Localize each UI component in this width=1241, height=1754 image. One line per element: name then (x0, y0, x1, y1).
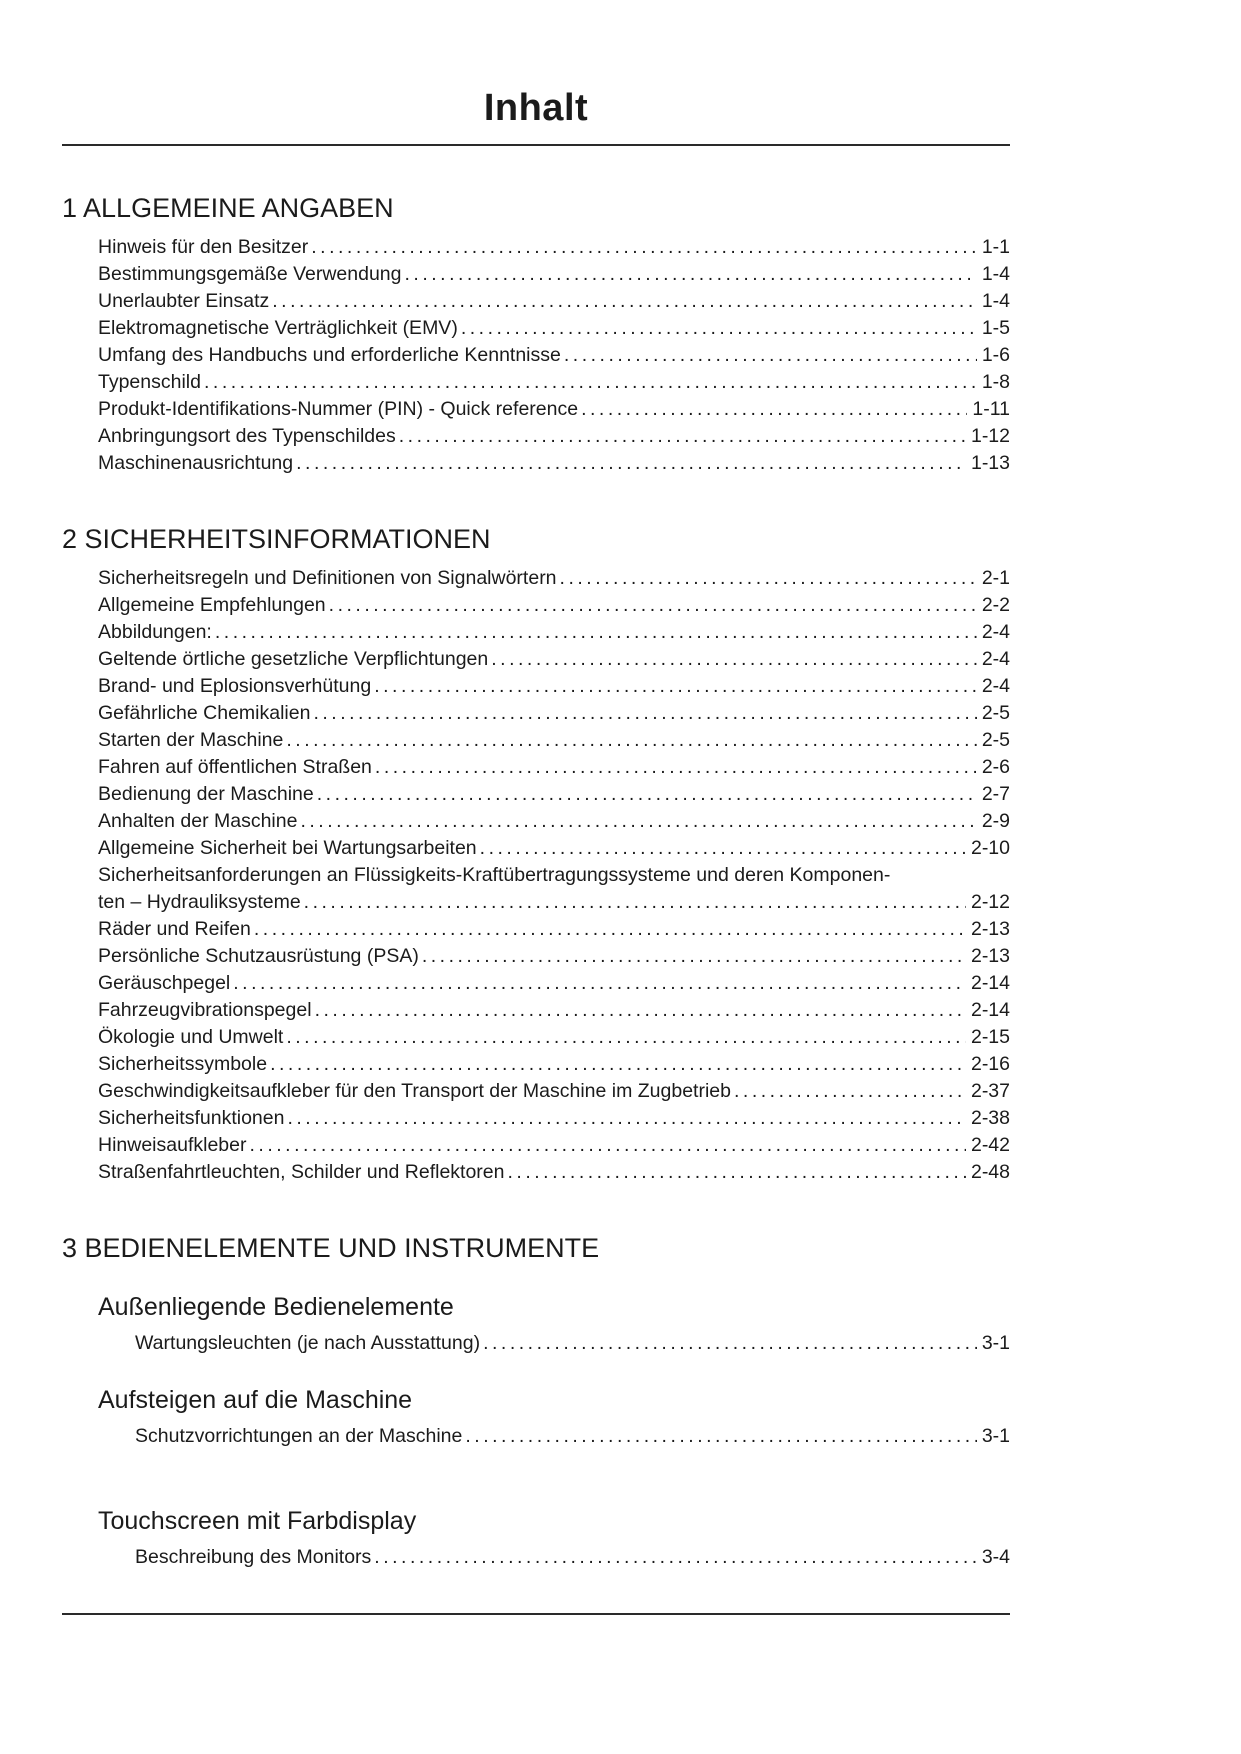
toc-section-2 (62, 523, 1010, 1186)
dot-leader (734, 1078, 966, 1105)
toc-entry-label: Allgemeine Sicherheit bei Wartungsarbeiten (98, 837, 477, 859)
page-number: 3-4 (981, 1546, 1010, 1568)
toc-entry (62, 1330, 1010, 1357)
document-page (62, 0, 1010, 1615)
toc-entry-label: Ökologie und Umwelt (98, 1026, 284, 1048)
toc-entry (62, 997, 1010, 1024)
toc-entry (62, 1051, 1010, 1078)
dot-leader (507, 1159, 965, 1186)
page-number: 2-9 (981, 810, 1010, 832)
toc-entry (62, 862, 1010, 889)
page-number: 2-15 (970, 1026, 1010, 1048)
toc-entry (62, 916, 1010, 943)
dot-leader (329, 592, 977, 619)
toc-entry (62, 943, 1010, 970)
toc-entry-label: Persönliche Schutzausrüstung (PSA) (98, 945, 419, 967)
dot-leader (204, 369, 977, 396)
toc-entry (62, 646, 1010, 673)
page-number: 2-10 (970, 837, 1010, 859)
toc-entry (62, 315, 1010, 342)
page-number: 1-12 (970, 425, 1010, 447)
dot-leader (286, 727, 976, 754)
toc-entry (62, 1159, 1010, 1186)
toc-entry-label: Straßenfahrtleuchten, Schilder und Reflektoren (98, 1161, 505, 1183)
toc-entry (62, 234, 1010, 261)
page-number: 2-1 (981, 567, 1010, 589)
toc-entry (62, 1105, 1010, 1132)
toc-subsection-2 (62, 1385, 1010, 1450)
page-number: 2-2 (981, 594, 1010, 616)
toc-section-3 (62, 1232, 1010, 1571)
toc-entry-label: Sicherheitsregeln und Definitionen von Signalwörtern (98, 567, 557, 589)
dot-leader (311, 234, 977, 261)
subsection-heading: Aufsteigen auf die Maschine (98, 1386, 413, 1414)
page-number: 1-6 (981, 344, 1010, 366)
page-number: 2-5 (981, 729, 1010, 751)
toc-entry (62, 1423, 1010, 1450)
dot-leader (375, 754, 977, 781)
page-number: 2-42 (970, 1134, 1010, 1156)
toc-entry-label: Fahren auf öffentlichen Straßen (98, 756, 372, 778)
toc-entry (62, 423, 1010, 450)
dot-leader (564, 342, 977, 369)
page-number: 2-38 (970, 1107, 1010, 1129)
toc-section-1 (62, 192, 1010, 477)
toc-entry (62, 619, 1010, 646)
toc-entry-label: Sicherheitsanforderungen an Flüssigkeits-Kraftübertragungssysteme und deren Komponen- (98, 864, 891, 886)
dot-leader (233, 970, 966, 997)
dot-leader (405, 261, 977, 288)
dot-leader (300, 808, 976, 835)
page-number: 2-16 (970, 1053, 1010, 1075)
dot-leader (315, 997, 966, 1024)
toc-entry-label: Bestimmungsgemäße Verwendung (98, 263, 402, 285)
toc-subsection-1 (62, 1292, 1010, 1357)
page-number: 1-1 (981, 236, 1010, 258)
dot-leader (313, 700, 976, 727)
page-title: Inhalt (483, 87, 589, 129)
toc-entry-label: Umfang des Handbuchs und erforderliche Kenntnisse (98, 344, 561, 366)
toc (62, 192, 1010, 1571)
dot-leader (272, 288, 977, 315)
toc-entry (62, 970, 1010, 997)
page-number: 1-4 (981, 263, 1010, 285)
toc-entry (62, 781, 1010, 808)
toc-entry (62, 1544, 1010, 1571)
page-number: 2-7 (981, 783, 1010, 805)
toc-entry-label: Räder und Reifen (98, 918, 251, 940)
toc-entry-label: Hinweisaufkleber (98, 1134, 247, 1156)
toc-subsection-3 (62, 1506, 1010, 1571)
page-number: 3-1 (981, 1332, 1010, 1354)
toc-entry-label: Brand- und Eplosionsverhütung (98, 675, 372, 697)
toc-entry (62, 450, 1010, 477)
page-number: 3-1 (981, 1425, 1010, 1447)
toc-entry (62, 565, 1010, 592)
toc-entry (62, 835, 1010, 862)
dot-leader (374, 1544, 977, 1571)
dot-leader (270, 1051, 966, 1078)
page-number: 2-13 (970, 918, 1010, 940)
toc-entry-label: Geltende örtliche gesetzliche Verpflichtungen (98, 648, 489, 670)
page-number: 1-5 (981, 317, 1010, 339)
toc-entry-label: Abbildungen: (98, 621, 212, 643)
dot-leader (250, 1132, 966, 1159)
dot-leader (483, 1330, 977, 1357)
title-divider (62, 144, 1010, 146)
toc-entry (62, 754, 1010, 781)
toc-entry (62, 727, 1010, 754)
dot-leader (304, 889, 966, 916)
toc-entry-label: Anbringungsort des Typenschildes (98, 425, 396, 447)
toc-entry (62, 673, 1010, 700)
page-number: 1-8 (981, 371, 1010, 393)
dot-leader (480, 835, 966, 862)
toc-entry (62, 342, 1010, 369)
dot-leader (461, 315, 977, 342)
toc-entry-label: Typenschild (98, 371, 201, 393)
toc-entry-label: Fahrzeugvibrationspegel (98, 999, 312, 1021)
page-number: 1-11 (972, 398, 1010, 420)
section-heading: 3 BEDIENELEMENTE UND INSTRUMENTE (62, 1233, 600, 1263)
page-number: 1-13 (970, 452, 1010, 474)
page-number: 2-13 (970, 945, 1010, 967)
toc-entry-label: Wartungsleuchten (je nach Ausstattung) (135, 1332, 481, 1354)
dot-leader (215, 619, 977, 646)
dot-leader (422, 943, 966, 970)
page-number: 2-14 (970, 972, 1010, 994)
section-heading: 2 SICHERHEITSINFORMATIONEN (62, 524, 491, 554)
toc-entry (62, 592, 1010, 619)
dot-leader (286, 1024, 966, 1051)
page-number: 1-4 (981, 290, 1010, 312)
toc-entry-label: Elektromagnetische Verträglichkeit (EMV) (98, 317, 458, 339)
toc-entry-label: Starten der Maschine (98, 729, 284, 751)
toc-entry-label: Schutzvorrichtungen an der Maschine (135, 1425, 463, 1447)
section-heading: 1 ALLGEMEINE ANGABEN (62, 193, 394, 223)
page-number: 2-4 (981, 621, 1010, 643)
toc-entry-label: Sicherheitsfunktionen (98, 1107, 285, 1129)
subsection-heading: Außenliegende Bedienelemente (98, 1293, 454, 1321)
subsection-heading: Touchscreen mit Farbdisplay (98, 1507, 417, 1535)
dot-leader (374, 673, 977, 700)
toc-entry-label: Gefährliche Chemikalien (98, 702, 311, 724)
toc-entry (62, 1024, 1010, 1051)
page-number: 2-6 (981, 756, 1010, 778)
toc-entry-label: Geräuschpegel (98, 972, 231, 994)
toc-entry (62, 889, 1010, 916)
dot-leader (560, 565, 977, 592)
page-number: 2-4 (981, 648, 1010, 670)
toc-entry-label: Geschwindigkeitsaufkleber für den Transport der Maschine im Zugbetrieb (98, 1080, 731, 1102)
page-number: 2-37 (970, 1080, 1010, 1102)
dot-leader (287, 1105, 966, 1132)
dot-leader (317, 781, 977, 808)
toc-entry-label: Anhalten der Maschine (98, 810, 298, 832)
toc-entry-label: Hinweis für den Besitzer (98, 236, 309, 258)
toc-entry-label: Produkt-Identifikations-Nummer (PIN) - Quick reference (98, 398, 579, 420)
toc-entry (62, 1132, 1010, 1159)
toc-entry-label: Allgemeine Empfehlungen (98, 594, 326, 616)
page-number: 2-4 (981, 675, 1010, 697)
toc-entry (62, 1078, 1010, 1105)
page-number: 2-12 (970, 891, 1010, 913)
dot-leader (254, 916, 966, 943)
dot-leader (491, 646, 977, 673)
dot-leader (581, 396, 967, 423)
page-number: 2-48 (970, 1161, 1010, 1183)
toc-entry-label: ten – Hydrauliksysteme (98, 891, 301, 913)
toc-entry-label: Sicherheitssymbole (98, 1053, 268, 1075)
toc-entry (62, 288, 1010, 315)
toc-entry (62, 261, 1010, 288)
toc-entry-label: Beschreibung des Monitors (135, 1546, 372, 1568)
toc-entry (62, 700, 1010, 727)
toc-entry (62, 396, 1010, 423)
footer-divider (62, 1613, 1010, 1615)
toc-entry-label: Unerlaubter Einsatz (98, 290, 270, 312)
toc-entry (62, 808, 1010, 835)
dot-leader (399, 423, 966, 450)
toc-entry-label: Bedienung der Maschine (98, 783, 314, 805)
dot-leader (296, 450, 966, 477)
toc-entry-label: Maschinenausrichtung (98, 452, 294, 474)
dot-leader (465, 1423, 976, 1450)
page-number: 2-14 (970, 999, 1010, 1021)
page-number: 2-5 (981, 702, 1010, 724)
toc-entry (62, 369, 1010, 396)
